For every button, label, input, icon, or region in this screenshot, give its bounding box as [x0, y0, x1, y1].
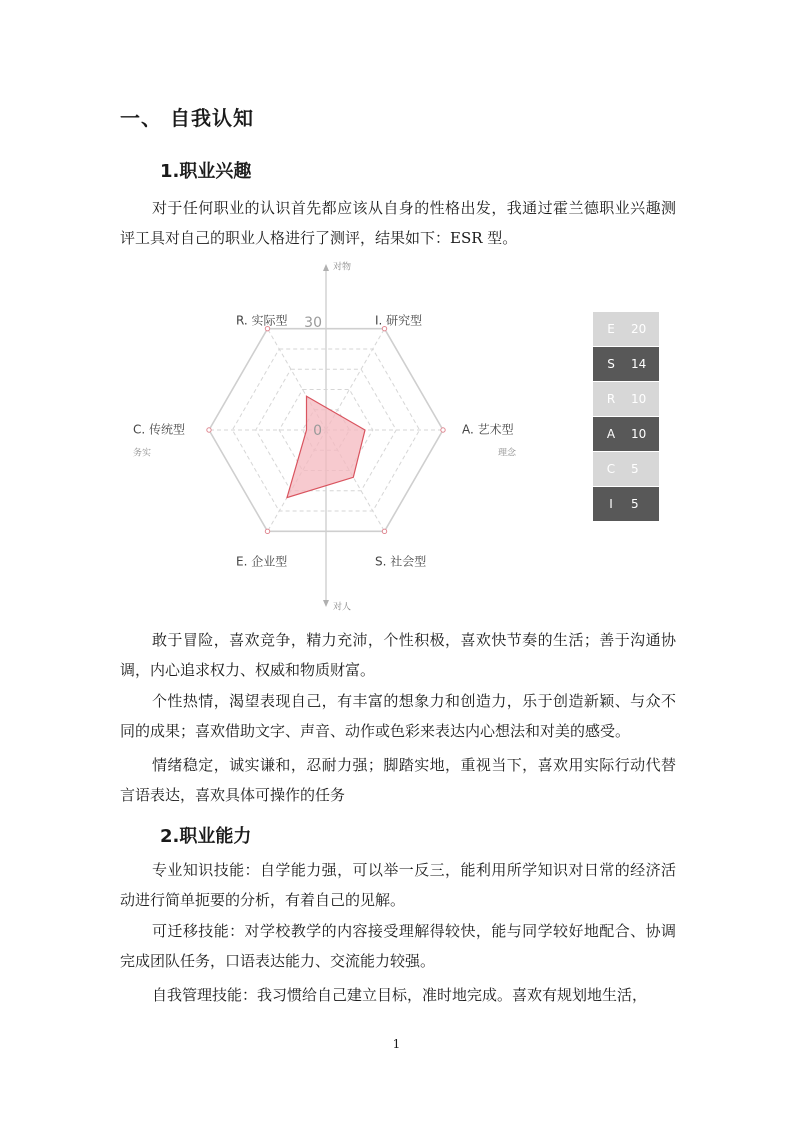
score-value: 5: [631, 497, 639, 511]
axis-label: I. 研究型: [375, 313, 423, 328]
axis-label: C. 传统型: [133, 422, 186, 437]
intro-paragraph: 对于任何职业的认识首先都应该从自身的性格出发，我通过霍兰德职业兴趣测评工具对自己的职业人格进行了测评，结果如下：ESR 型。: [120, 199, 676, 247]
axis-label: E. 企业型: [236, 554, 288, 569]
score-code: I: [609, 497, 613, 511]
axis-arrow-bottom: [323, 600, 329, 607]
score-row: [593, 487, 659, 521]
ability-paragraph: 专业知识技能：自学能力强，可以举一反三，能利用所学知识对日常的经济活动进行简单扼要的分析，有着自己的见解。: [120, 861, 676, 909]
axis-label: R. 实际型: [236, 313, 288, 328]
score-value: 20: [631, 322, 647, 336]
score-value: 14: [631, 357, 647, 371]
direction-label-right: 理念: [498, 448, 517, 459]
score-code: S: [607, 357, 615, 371]
score-table: [593, 312, 659, 522]
score-row: [593, 312, 659, 346]
page-number: 1: [392, 1037, 401, 1051]
score-value: 10: [631, 427, 647, 441]
score-row: [593, 382, 659, 416]
score-value: 10: [631, 392, 647, 406]
trait-paragraph: 情绪稳定，诚实谦和，忍耐力强；脚踏实地，重视当下，喜欢用实际行动代替言语表达，喜欢具体可操作的任务: [120, 756, 676, 804]
radar-vertex-marker: [382, 529, 386, 533]
score-code: E: [607, 322, 615, 336]
ability-paragraph: 自我管理技能：我习惯给自己建立目标，准时地完成。喜欢有规划地生活，: [152, 986, 648, 1004]
radar-data-area: [287, 396, 365, 497]
direction-label-left: 务实: [133, 448, 152, 459]
score-code: R: [606, 392, 616, 406]
score-code: C: [606, 462, 616, 476]
axis-arrow-top: [323, 264, 329, 271]
trait-paragraph: 敢于冒险，喜欢竞争，精力充沛，个性积极，喜欢快节奏的生活；善于沟通协调，内心追求权力、权威和物质财富。: [120, 631, 676, 679]
radar-vertex-marker: [441, 428, 445, 432]
direction-label-bottom: 对人: [333, 602, 352, 613]
score-row: [593, 417, 659, 451]
holland-radar-chart: [120, 255, 560, 615]
section-heading: 一、 自我认知: [120, 106, 254, 130]
score-code: A: [606, 427, 616, 441]
direction-label-top: 对物: [333, 262, 352, 273]
axis-label: S. 社会型: [375, 554, 427, 569]
scale-label-zero: 0: [313, 423, 322, 439]
subsection-title-interest: 1.职业兴趣: [160, 161, 252, 182]
score-row: [593, 452, 659, 486]
trait-paragraph: 个性热情，渴望表现自己，有丰富的想象力和创造力，乐于创造新颖、与众不同的成果；喜欢借助文字、声音、动作或色彩来表达内心想法和对美的感受。: [120, 692, 676, 740]
radar-vertex-marker: [207, 428, 211, 432]
scale-label-max: 30: [304, 315, 322, 331]
ability-paragraph: 可迁移技能：对学校教学的内容接受理解得较快，能与同学较好地配合、协调完成团队任务，口语表达能力、交流能力较强。: [120, 922, 676, 970]
score-row: [593, 347, 659, 381]
subsection-title-ability: 2.职业能力: [160, 826, 252, 847]
score-value: 5: [631, 462, 639, 476]
radar-vertex-marker: [265, 529, 269, 533]
axis-label: A. 艺术型: [462, 422, 514, 437]
radar-svg: [120, 255, 560, 615]
